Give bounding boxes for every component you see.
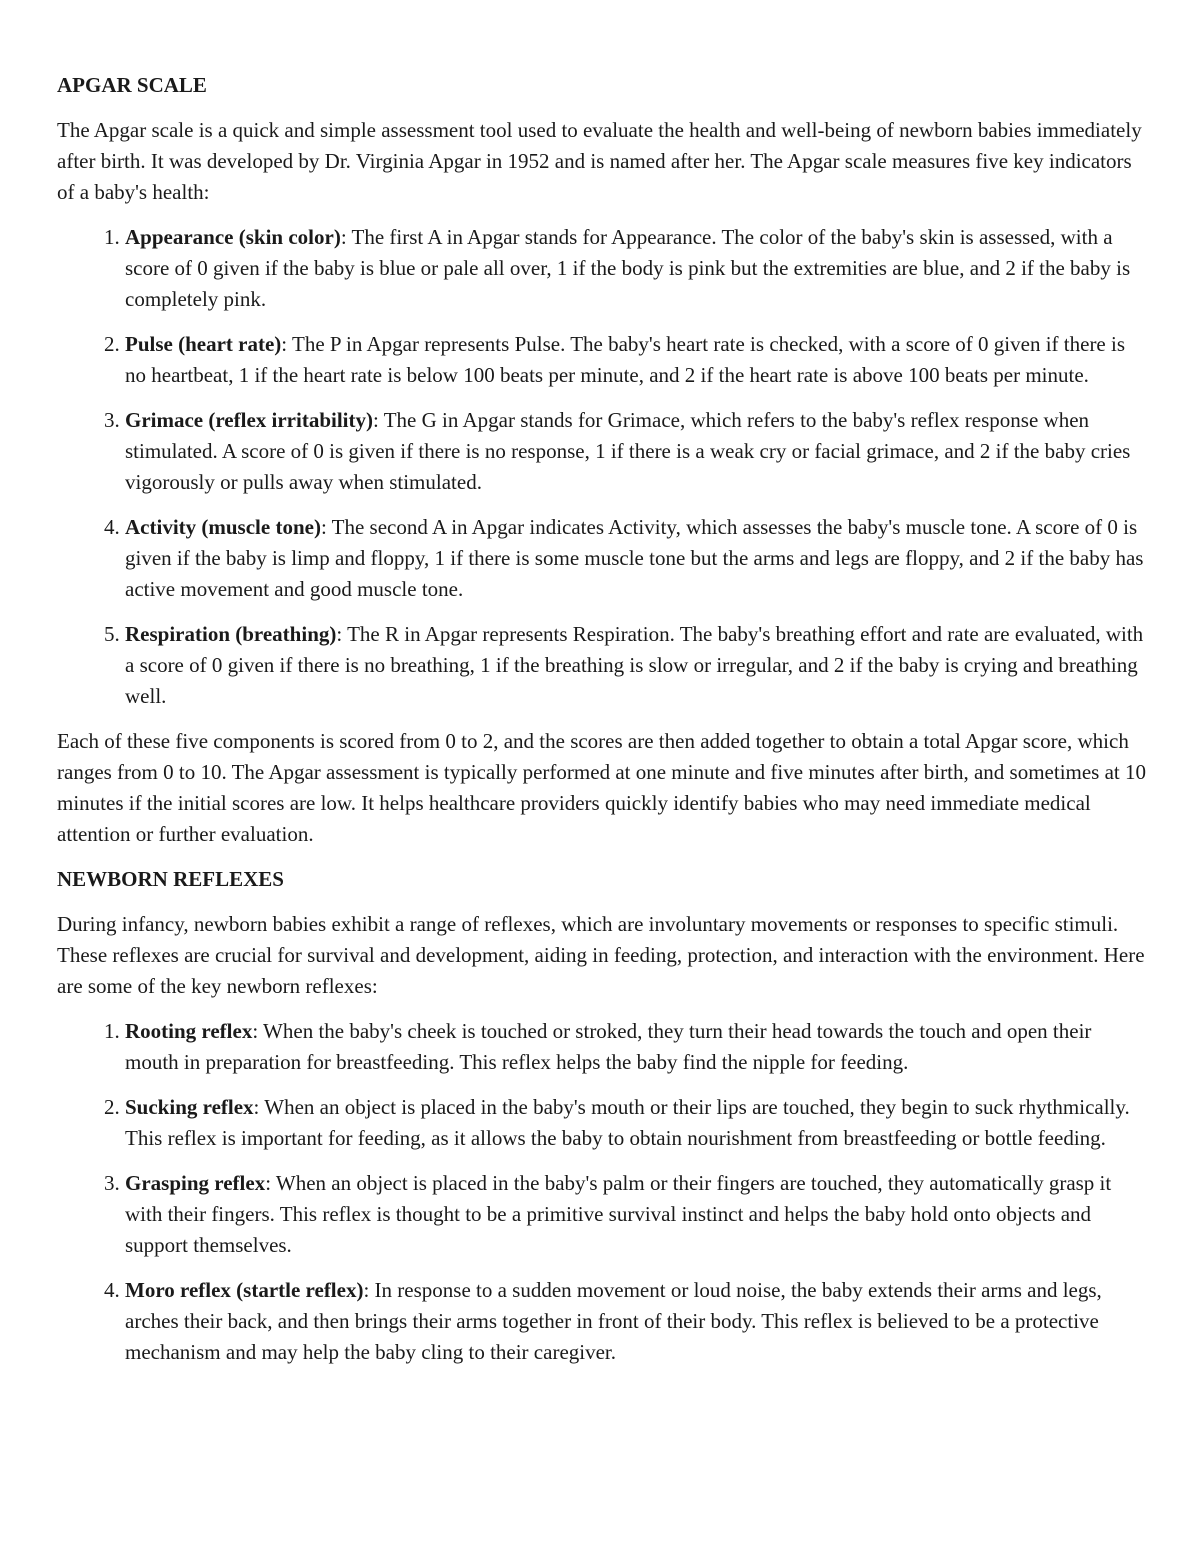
list-item xyxy=(125,1016,1147,1078)
apgar-section xyxy=(57,70,1147,850)
list-item xyxy=(125,1168,1147,1261)
section-outro: Each of these five components is scored from 0 to 2, and the scores are then added together to obtain a total Apgar score, which ranges from 0 to 10. The Apgar assessment is typically performed at one minute and five minutes after birth, and sometimes at 10 minutes if the initial scores are low. It helps healthcare providers quickly identify babies who may need immediate medical attention or further evaluation. xyxy=(57,729,1147,846)
list-item xyxy=(125,329,1147,391)
list-item xyxy=(125,222,1147,315)
item-term: Activity (muscle tone) xyxy=(125,515,321,539)
item-text: : When an object is placed in the baby's palm or their fingers are touched, they automatically grasp it with their fingers. This reflex is thought to be a primitive survival instinct and helps the baby hold onto objects and support themselves. xyxy=(125,1171,1112,1257)
list-item xyxy=(125,1092,1147,1154)
item-text: : The first A in Apgar stands for Appearance. The color of the baby's skin is assessed, with a score of 0 given if the baby is blue or pale all over, 1 if the body is pink but the extremities are blue, and 2 if the baby is completely pink. xyxy=(125,225,1131,311)
item-text: : The second A in Apgar indicates Activity, which assesses the baby's muscle tone. A score of 0 is given if the baby is limp and floppy, 1 if there is some muscle tone but the arms and legs are floppy, and 2 if the baby has active movement and good muscle tone. xyxy=(125,515,1144,601)
item-term: Sucking reflex xyxy=(125,1095,254,1119)
list-item xyxy=(125,405,1147,498)
section-heading: APGAR SCALE xyxy=(57,73,207,97)
section-heading: NEWBORN REFLEXES xyxy=(57,867,284,891)
list-item xyxy=(125,619,1147,712)
item-term: Grasping reflex xyxy=(125,1171,266,1195)
reflexes-list xyxy=(57,1016,1147,1368)
document-page xyxy=(57,70,1147,1382)
item-term: Grimace (reflex irritability) xyxy=(125,408,374,432)
item-text: : When an object is placed in the baby's mouth or their lips are touched, they begin to suck rhythmically. This reflex is important for feeding, as it allows the baby to obtain nourishment from breastfeeding or bottle feeding. xyxy=(125,1095,1130,1150)
item-text: : The R in Apgar represents Respiration. The baby's breathing effort and rate are evaluated, with a score of 0 given if there is no breathing, 1 if the breathing is slow or irregular, and 2 if the baby is crying and breathing well. xyxy=(125,622,1144,708)
item-term: Moro reflex (startle reflex) xyxy=(125,1278,364,1302)
item-term: Pulse (heart rate) xyxy=(125,332,282,356)
list-item xyxy=(125,512,1147,605)
apgar-list xyxy=(57,222,1147,712)
item-text: : When the baby's cheek is touched or stroked, they turn their head towards the touch and open their mouth in preparation for breastfeeding. This reflex helps the baby find the nipple for feeding. xyxy=(125,1019,1092,1074)
item-term: Respiration (breathing) xyxy=(125,622,337,646)
item-text: : The G in Apgar stands for Grimace, which refers to the baby's reflex response when stimulated. A score of 0 is given if there is no response, 1 if there is a weak cry or facial grimace, and 2 if the baby cries vigorously or pulls away when stimulated. xyxy=(125,408,1131,494)
section-intro: The Apgar scale is a quick and simple assessment tool used to evaluate the health and well-being of newborn babies immediately after birth. It was developed by Dr. Virginia Apgar in 1952 and is named after her. The Apgar scale measures five key indicators of a baby's health: xyxy=(57,118,1142,204)
list-item xyxy=(125,1275,1147,1368)
item-text: : The P in Apgar represents Pulse. The baby's heart rate is checked, with a score of 0 given if there is no heartbeat, 1 if the heart rate is below 100 beats per minute, and 2 if the heart rate is above 100 beats per minute. xyxy=(125,332,1126,387)
item-text: : In response to a sudden movement or loud noise, the baby extends their arms and legs, arches their back, and then brings their arms together in front of their body. This reflex is believed to be a protective mechanism and may help the baby cling to their caregiver. xyxy=(125,1278,1102,1364)
item-term: Rooting reflex xyxy=(125,1019,253,1043)
item-term: Appearance (skin color) xyxy=(125,225,341,249)
reflexes-section xyxy=(57,864,1147,1368)
section-intro: During infancy, newborn babies exhibit a range of reflexes, which are involuntary movements or responses to specific stimuli. These reflexes are crucial for survival and development, aiding in feeding, protection, and interaction with the environment. Here are some of the key newborn reflexes: xyxy=(57,912,1145,998)
